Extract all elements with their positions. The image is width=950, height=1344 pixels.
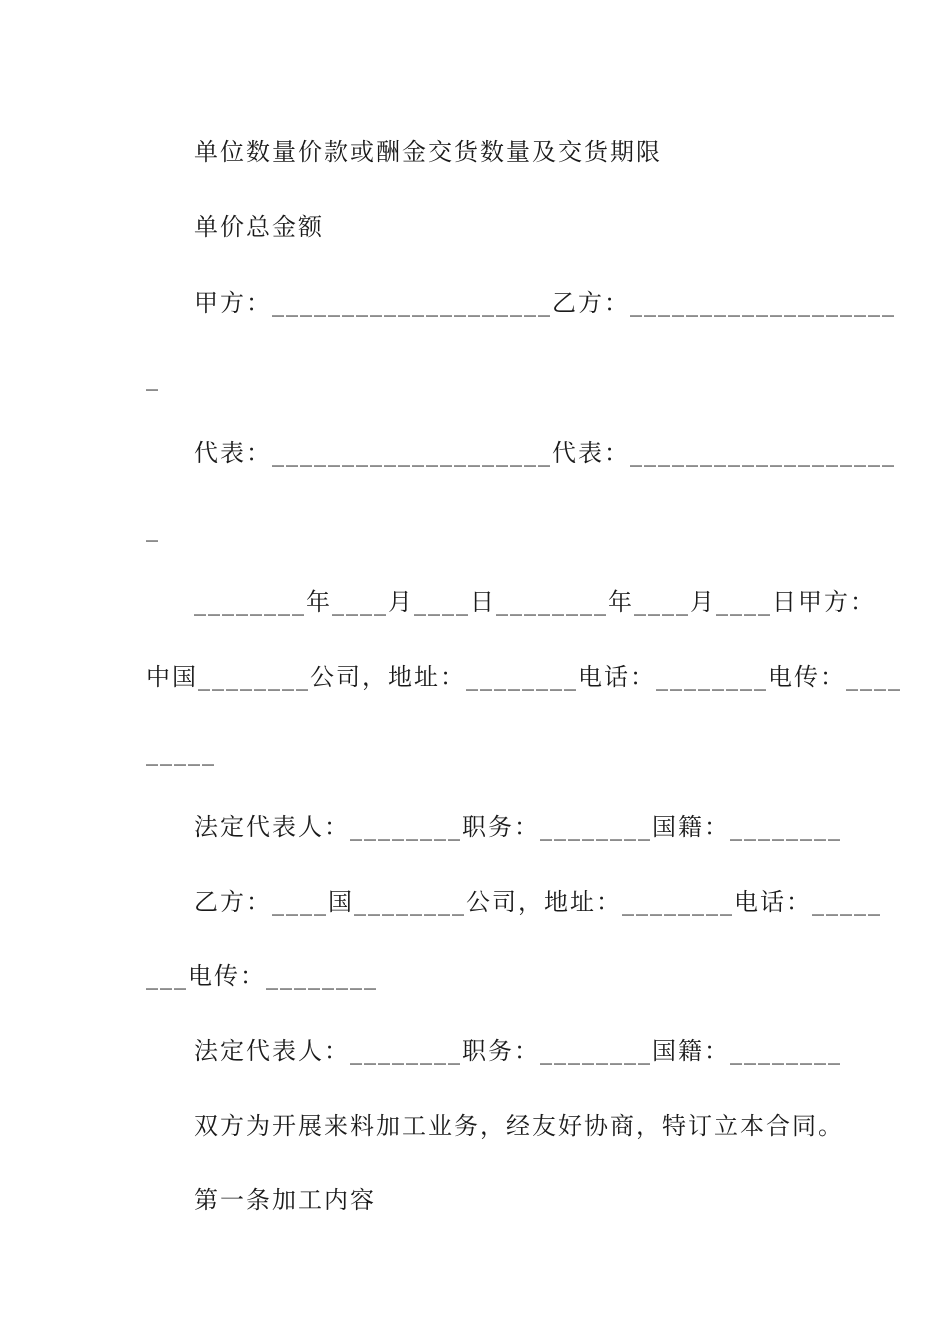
line-party-b-details-wrap: ___电传：________ bbox=[146, 962, 378, 990]
line-representative-signature-wrap: _ bbox=[146, 514, 160, 542]
line-party-signature-wrap: _ bbox=[146, 363, 160, 391]
line-price-header: 单位数量价款或酬金交货数量及交货期限 bbox=[194, 138, 662, 166]
line-party-signature: 甲方：____________________乙方：___________________ bbox=[194, 289, 896, 317]
line-signing-dates: ________年____月____日________年____月____日甲方： bbox=[194, 588, 876, 616]
line-party-b-details: 乙方：____国________公司，地址：________电话：_____ bbox=[194, 888, 882, 916]
line-party-a-legal-rep: 法定代表人：________职务：________国籍：________ bbox=[194, 813, 842, 841]
line-article-one-heading: 第一条加工内容 bbox=[194, 1186, 376, 1214]
line-representative-signature: 代表：____________________代表：___________________ bbox=[194, 439, 896, 467]
line-total-header: 单价总金额 bbox=[194, 213, 324, 241]
line-contract-purpose: 双方为开展来料加工业务，经友好协商，特订立本合同。 bbox=[194, 1112, 844, 1140]
line-party-a-details: 中国________公司，地址：________电话：________电传：____ bbox=[146, 663, 902, 691]
line-party-a-details-wrap: _____ bbox=[146, 738, 216, 766]
line-party-b-legal-rep: 法定代表人：________职务：________国籍：________ bbox=[194, 1037, 842, 1065]
